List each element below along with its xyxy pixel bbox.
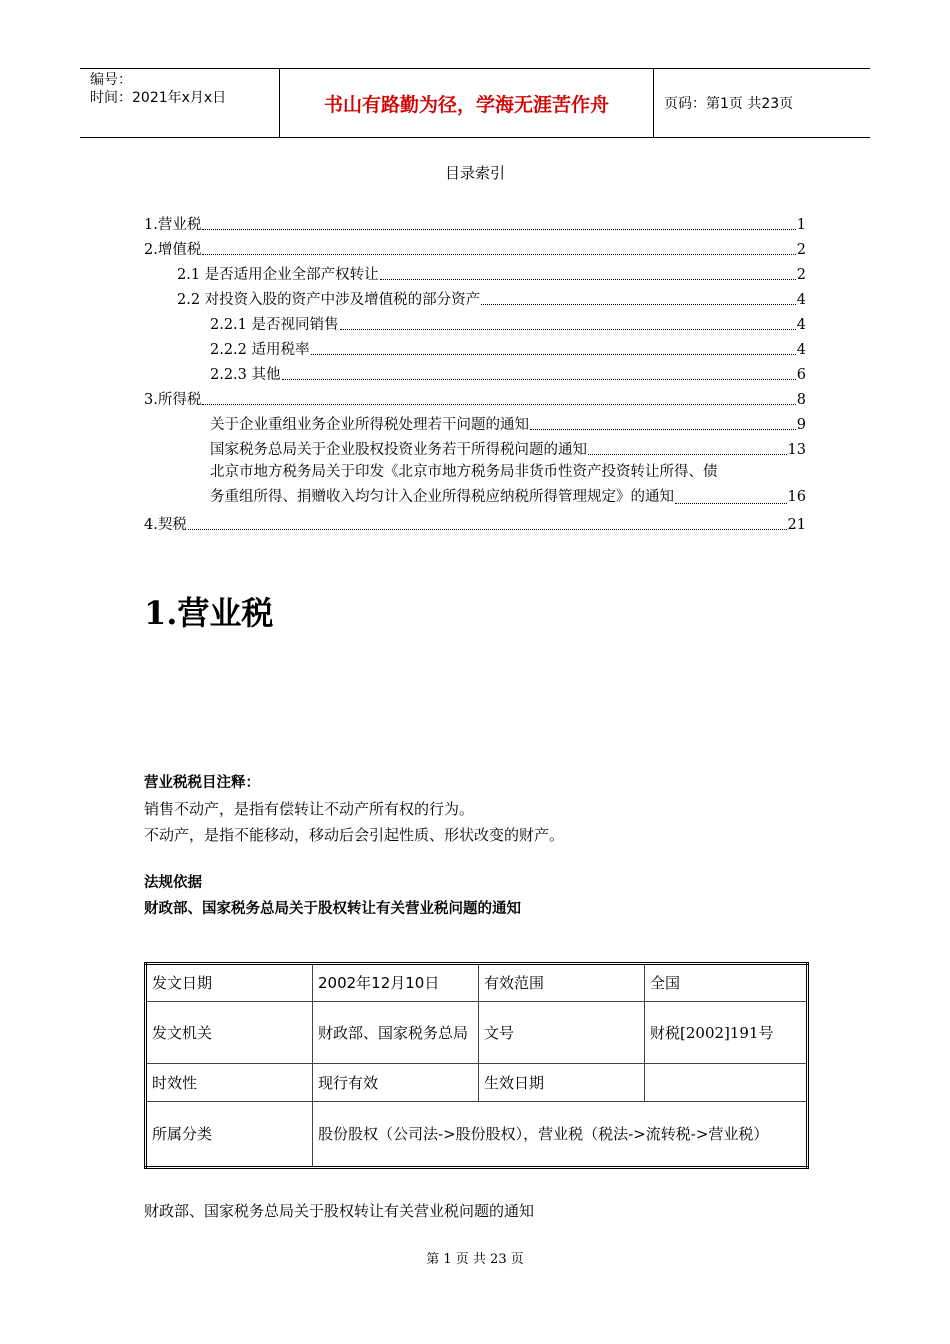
page-header	[80, 68, 870, 138]
toc-entry-label: 2.增值税	[144, 242, 202, 258]
toc-entry-page: 4	[796, 317, 806, 333]
toc-entry-label: 2.2.2 适用税率	[210, 342, 310, 358]
category-value: 股份股权（公司法->股份股权），营业税（税法->流转税->营业税）	[313, 1102, 808, 1168]
header-meta	[80, 69, 280, 137]
document-meta-table	[144, 962, 809, 1169]
validity-value: 现行有效	[313, 1064, 479, 1102]
toc-entry-page: 9	[796, 417, 806, 433]
toc-leader	[282, 378, 796, 380]
number-label: 编号：	[90, 72, 132, 88]
table-row	[146, 1002, 808, 1064]
toc-entry-page: 1	[796, 217, 806, 233]
toc-entry-label: 3.所得税	[144, 392, 202, 408]
issuer-value: 财政部、国家税务总局	[313, 1002, 479, 1064]
effective-value	[645, 1064, 808, 1102]
header-motto: 书山有路勤为径，学海无涯苦作舟	[280, 69, 654, 137]
notice-title: 财政部、国家税务总局关于股权转让有关营业税问题的通知	[144, 901, 521, 917]
tax-note-block	[144, 770, 814, 848]
toc-entry[interactable]	[144, 510, 806, 535]
toc-entry-label: 关于企业重组业务企业所得税处理若干问题的通知	[210, 417, 529, 433]
note-title: 营业税税目注释：	[144, 775, 260, 791]
toc-leader	[188, 528, 787, 530]
issue-date-value: 2002年12月10日	[313, 964, 479, 1002]
toc-entry-label: 2.2.1 是否视同销售	[210, 317, 339, 333]
table-of-contents	[144, 210, 806, 535]
page-footer: 第 1 页 共 23 页	[426, 1252, 524, 1267]
toc-entry-label: 1.营业税	[144, 217, 202, 233]
validity-label: 时效性	[146, 1064, 313, 1102]
toc-entry[interactable]	[144, 360, 806, 385]
toc-entry-page: 2	[796, 267, 806, 283]
toc-entry[interactable]	[144, 235, 806, 260]
toc-entry-label: 4.契税	[144, 517, 187, 533]
doc-no-value: 财税[2002]191号	[645, 1002, 808, 1064]
toc-leader	[202, 403, 795, 405]
toc-entry-label: 2.1 是否适用企业全部产权转让	[177, 267, 379, 283]
toc-leader	[340, 328, 796, 330]
toc-entry-page: 13	[787, 442, 806, 458]
toc-leader	[202, 253, 795, 255]
header-page-info: 页码：第1页 共23页	[664, 96, 794, 112]
toc-leader	[530, 428, 796, 430]
toc-entry[interactable]	[144, 460, 806, 510]
toc-leader	[481, 303, 796, 305]
toc-entry[interactable]	[144, 385, 806, 410]
scope-value: 全国	[645, 964, 808, 1002]
toc-entry-page: 4	[796, 292, 806, 308]
toc-entry-label-line1: 北京市地方税务局关于印发《北京市地方税务局非货币性资产投资转让所得、债	[210, 464, 718, 480]
toc-entry-label-line2: 务重组所得、捐赠收入均匀计入企业所得税应纳税所得管理规定》的通知	[210, 489, 674, 505]
toc-entry-label: 国家税务总局关于企业股权投资业务若干所得税问题的通知	[210, 442, 587, 458]
toc-entry-page: 2	[796, 242, 806, 258]
doc-no-label: 文号	[479, 1002, 645, 1064]
note-line: 不动产，是指不能移动，移动后会引起性质、形状改变的财产。	[144, 826, 565, 844]
toc-entry-label: 2.2 对投资入股的资产中涉及增值税的部分资产	[177, 292, 481, 308]
toc-entry[interactable]	[144, 410, 806, 435]
scope-label: 有效范围	[479, 964, 645, 1002]
note-line: 销售不动产，是指有偿转让不动产所有权的行为。	[144, 800, 475, 818]
issuer-label: 发文机关	[146, 1002, 313, 1064]
toc-leader	[202, 228, 795, 230]
table-row	[146, 964, 808, 1002]
basis-title: 法规依据	[144, 875, 202, 891]
toc-leader	[311, 353, 796, 355]
section-heading: 1.营业税	[144, 594, 274, 632]
toc-entry[interactable]	[144, 210, 806, 235]
toc-leader	[380, 278, 796, 280]
effective-label: 生效日期	[479, 1064, 645, 1102]
toc-entry-page: 6	[796, 367, 806, 383]
toc-entry-page: 8	[796, 392, 806, 408]
time-label: 时间：2021年x月x日	[90, 90, 227, 106]
toc-leader	[588, 453, 787, 455]
toc-entry[interactable]	[144, 285, 806, 310]
toc-leader	[675, 502, 787, 504]
toc-entry[interactable]	[144, 335, 806, 360]
category-label: 所属分类	[146, 1102, 313, 1168]
issue-date-label: 发文日期	[146, 964, 313, 1002]
toc-entry-page: 21	[787, 517, 806, 533]
toc-title: 目录索引	[444, 164, 505, 182]
toc-entry-page: 4	[796, 342, 806, 358]
table-row	[146, 1064, 808, 1102]
toc-entry[interactable]	[144, 435, 806, 460]
toc-entry-label: 2.2.3 其他	[210, 367, 281, 383]
toc-entry[interactable]	[144, 260, 806, 285]
toc-entry[interactable]	[144, 310, 806, 335]
basis-block	[144, 870, 814, 922]
toc-entry-page: 16	[787, 489, 806, 505]
closing-text: 财政部、国家税务总局关于股权转让有关营业税问题的通知	[144, 1202, 535, 1220]
table-row	[146, 1102, 808, 1168]
